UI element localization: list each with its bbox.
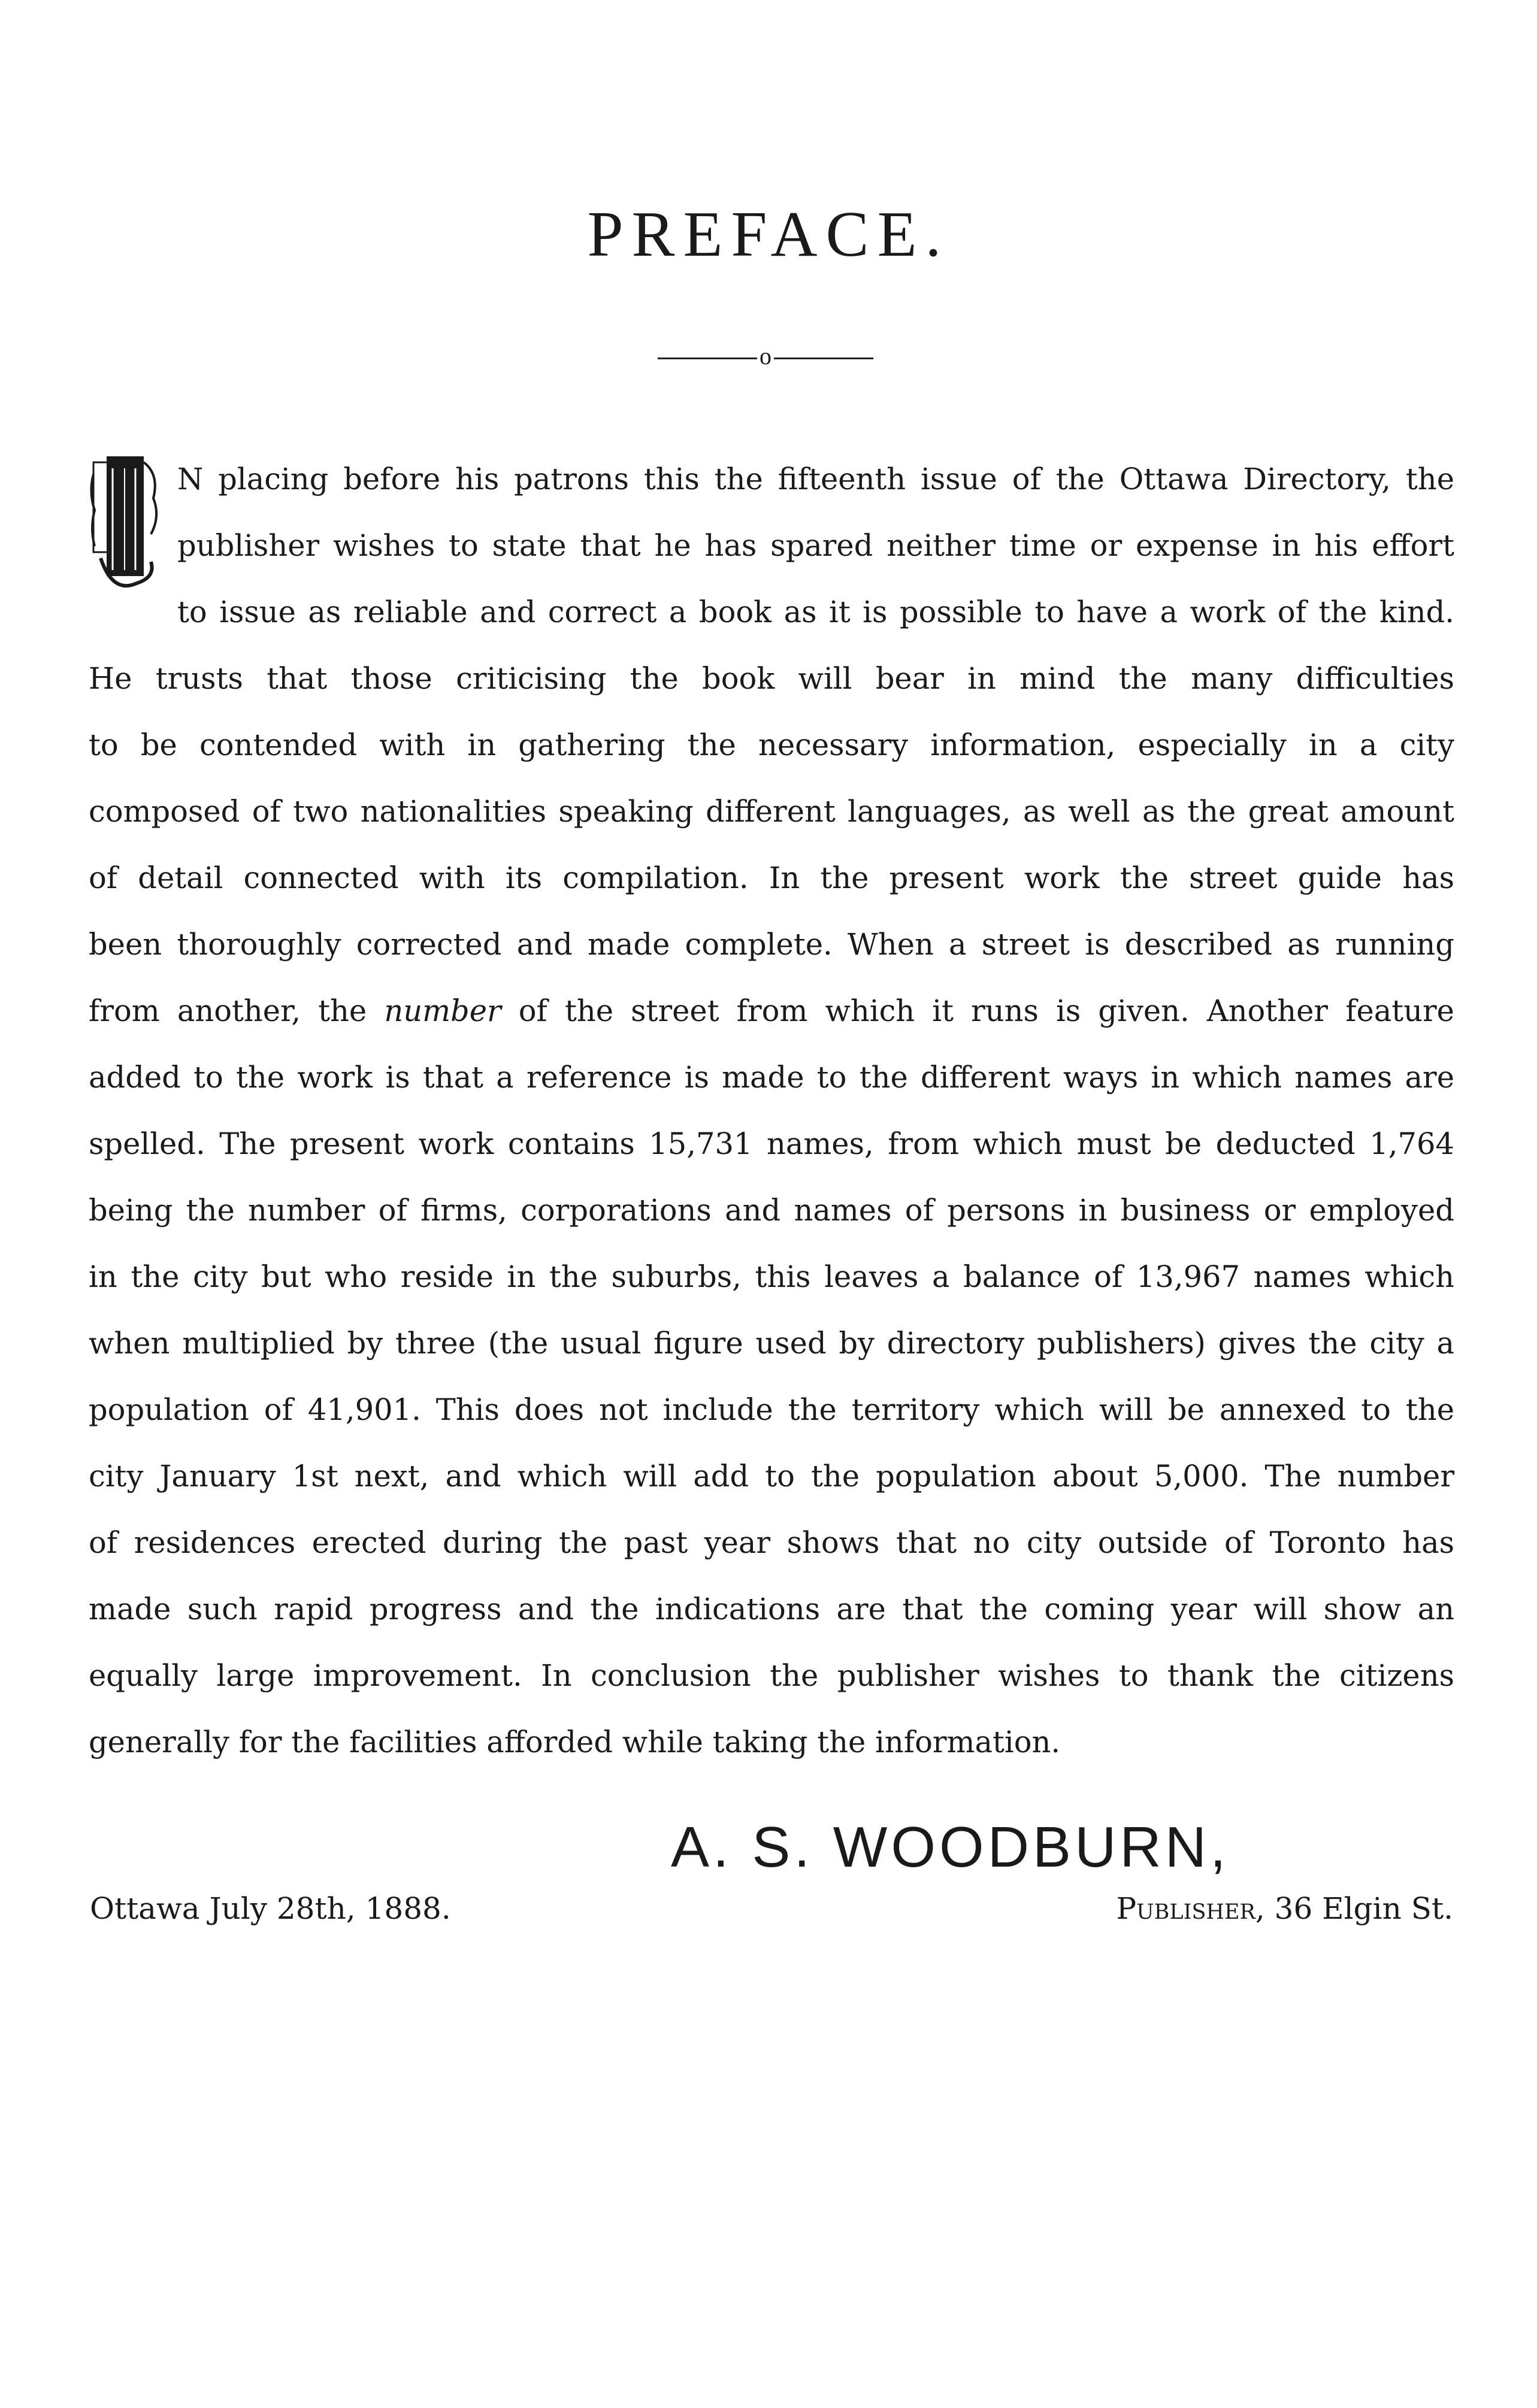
text-line: from another, the number of the street from which it runs is given. Another feature xyxy=(89,994,1454,1028)
ornamental-divider xyxy=(658,343,873,370)
text-line: to issue as reliable and correct a book as it is possible to have a work of the kind. xyxy=(177,595,1454,629)
text-line: equally large improvement. In conclusion the publisher wishes to thank the citizens xyxy=(89,1658,1454,1693)
text-line: in the city but who reside in the suburbs, this leaves a balance of 13,967 names which xyxy=(89,1259,1454,1294)
dateline: Ottawa July 28th, 1888. xyxy=(90,1891,451,1926)
text-line: added to the work is that a reference is made to the different ways in which names are xyxy=(89,1060,1454,1095)
publisher-title: Publisher xyxy=(1116,1891,1255,1926)
text-line: of residences erected during the past year shows that no city outside of Toronto has xyxy=(89,1525,1454,1560)
text-line: been thoroughly corrected and made complete. When a street is described as running xyxy=(89,927,1454,962)
text-line: city January 1st next, and which will add to the population about 5,000. The number xyxy=(89,1459,1454,1494)
text-line: made such rapid progress and the indications are that the coming year will show an xyxy=(89,1592,1454,1626)
text-line: to be contended with in gathering the necessary information, especially in a city xyxy=(89,728,1454,762)
text-line: of detail connected with its compilation. In the present work the street guide has xyxy=(89,861,1454,895)
text-line-with-emphasis xyxy=(89,978,1454,1044)
publisher-credit xyxy=(1117,1891,1453,1926)
text-line: spelled. The present work contains 15,731 names, from which must be deducted 1,764 xyxy=(89,1126,1454,1161)
text-line: population of 41,901. This does not include the territory which will be annexed to the xyxy=(89,1392,1454,1427)
text-line-last: generally for the facilities afforded while taking the information. xyxy=(89,1725,1061,1759)
divider-line-right xyxy=(774,358,873,359)
page-title: PREFACE. xyxy=(587,199,950,270)
text-line: composed of two nationalities speaking different languages, as well as the great amount xyxy=(89,794,1454,829)
divider-line-left xyxy=(658,358,757,359)
divider-mark: o xyxy=(760,343,771,369)
text-line: N placing before his patrons this the fifteenth issue of the Ottawa Directory, the xyxy=(177,462,1454,496)
signature-name: A. S. WOODBURN, xyxy=(671,1815,1230,1879)
text-line: He trusts that those criticising the book will bear in mind the many difficulties xyxy=(89,661,1454,696)
text-line: when multiplied by three (the usual figure used by directory publishers) gives the city a xyxy=(89,1326,1454,1361)
publisher-address: , 36 Elgin St. xyxy=(1255,1891,1453,1926)
text-line: publisher wishes to state that he has spared neither time or expense in his effort xyxy=(177,528,1454,563)
preface-paragraph xyxy=(89,446,1454,1776)
emphasized-word: number xyxy=(384,994,501,1028)
text-line: being the number of firms, corporations and names of persons in business or employed xyxy=(89,1193,1454,1228)
